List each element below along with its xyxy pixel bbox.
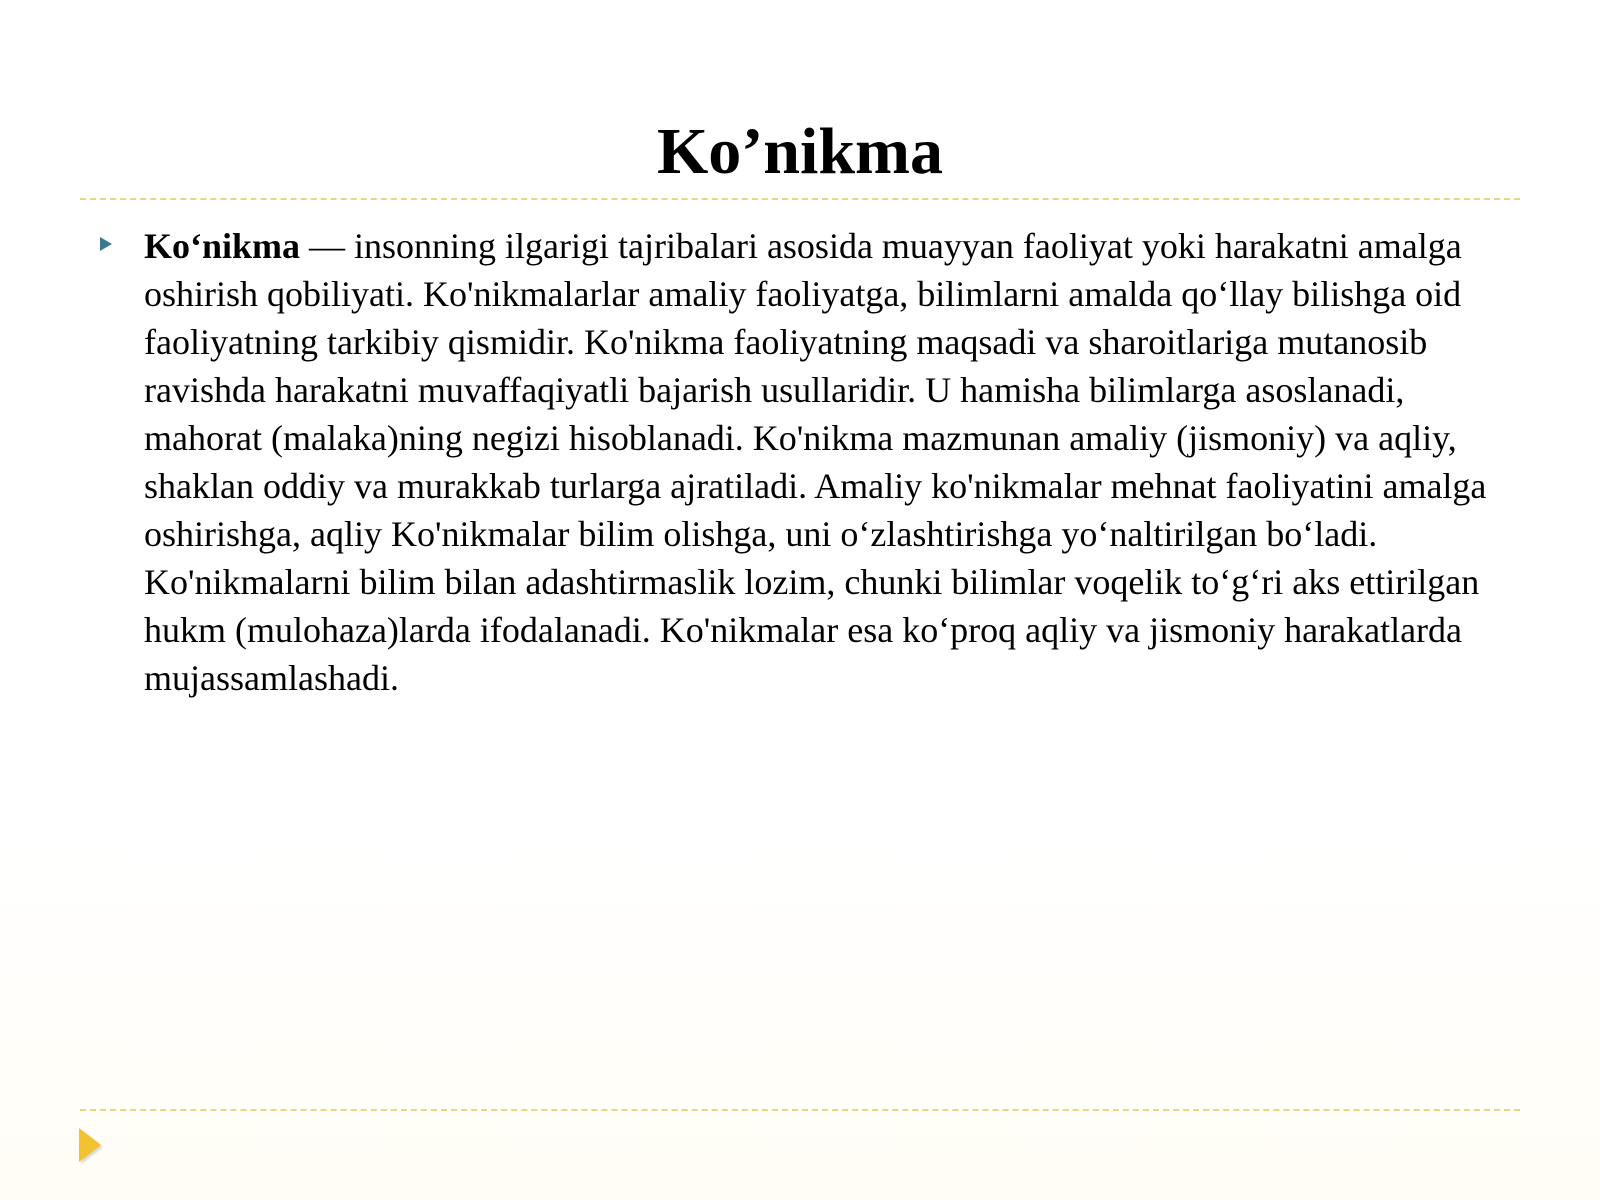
slide-body [96,222,1516,702]
triangle-bullet-icon [100,237,112,251]
bottom-divider [80,1109,1520,1111]
bullet-body-text: — insonning ilgarigi tajribalari asosida muayyan faoliyat yoki harakatni amalga oshirish qobiliyati. Ko'nikmalarlar amaliy faoliyatga, bilimlarni amalda qo‘llay bilishga oid faoliyatning tarkibiy qismidir. Ko'nikma faoliyatning maqsadi va sharoitlariga mutanosib ravishda harakatni muvaffaqiyatli bajarish usullaridir. U hamisha bilimlarga asoslanadi, mahorat (malaka)ning negizi hisoblanadi. Ko'nikma mazmunan amaliy (jismoniy) va aqliy, shaklan oddiy va murakkab turlarga ajratiladi. Amaliy ko'nikmalar mehnat faoliyatini amalga oshirishga, aqliy Ko'nikmalar bilim olishga, uni o‘zlashtirishga yo‘naltirilgan bo‘ladi. Ko'nikmalarni bilim bilan adashtirmaslik lozim, chunki bilimlar voqelik to‘g‘ri aks ettirilgan hukm (mulohaza)larda ifodalanadi. Ko'nikmalar esa ko‘proq aqliy va jismoniy harakatlarda mujassamlashadi. [144,226,1487,698]
bullet-paragraph [144,222,1516,702]
top-divider [80,198,1520,200]
bullet-term: Ko‘nikma [144,226,301,266]
bullet-item [96,222,1516,702]
yellow-triangle-icon [79,1128,101,1162]
slide-title: Ko’nikma [656,115,944,188]
